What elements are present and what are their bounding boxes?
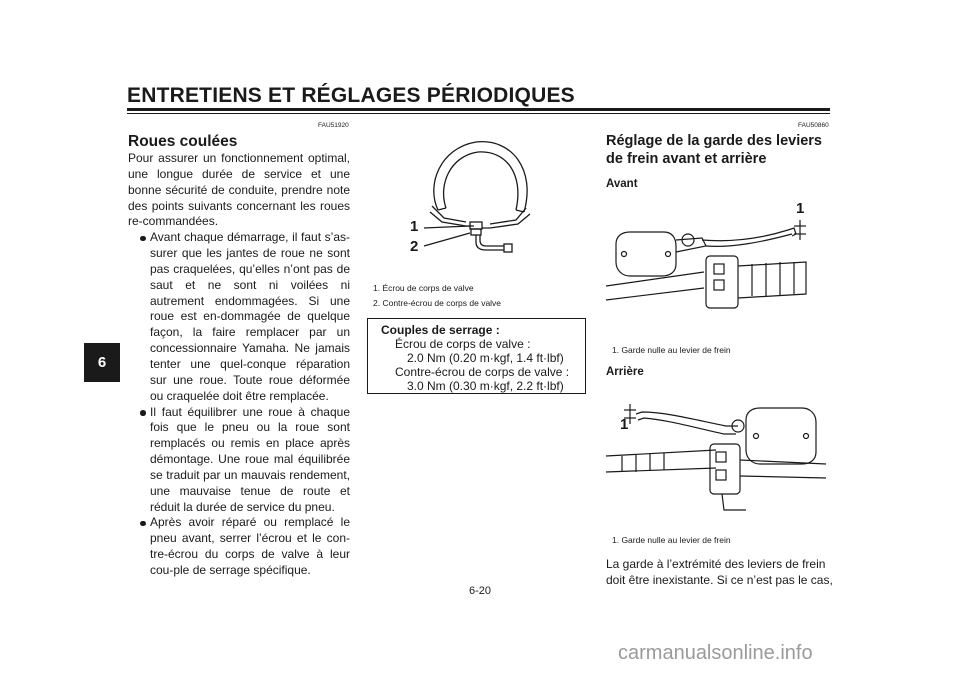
section-code-left: FAU51920 [318,122,349,129]
bullet-dot-icon [140,410,146,416]
torque-line: 3.0 Nm (0.30 m·kgf, 2.2 ft·lbf) [407,379,564,393]
section-title-line1: Réglage de la garde des leviers [606,133,822,149]
bullet-item: Avant chaque démarrage, il faut s’as-surer que les jantes de roue ne sont pas craquelées, qu’elles n’ont pas de saut et ne sont ni voilées ni autrement endommagées. Si une roue est en-dommagée de quelque façon, la faire remplacer par un concessionnaire Yamaha. Ne jamais tenter une quel-conque réparation sur une roue. Toute roue déformée ou craquelée doit être remplacée. [128,230,350,404]
torque-line: Contre-écrou de corps de valve : [395,365,570,379]
torque-line: 2.0 Nm (0.20 m·kgf, 1.4 ft·lbf) [407,351,564,365]
rear-caption: 1. Garde nulle au levier de frein [612,535,731,545]
chapter-tab: 6 [84,343,120,382]
caption-2: 2. Contre-écrou de corps de valve [373,298,502,308]
caption-1: 1. Écrou de corps de valve [373,283,474,293]
header-rule-thick [127,108,830,111]
page-header-title: ENTRETIENS ET RÉGLAGES PÉRIODIQUES [127,84,575,107]
intro-paragraph: Pour assurer un fonctionnement optimal, une longue durée de service et une bonne sécurité de conduite, prendre note des points suivants concernant les roues re-commandées. [128,151,350,229]
bullet-item: Après avoir réparé ou remplacé le pneu avant, serrer l’écrou et le con-tre-écrou du corps de valve à leur cou-ple de serrage spécifique. [128,515,350,578]
watermark-text: carmanualsonline.info [618,642,813,664]
page-number: 6-20 [468,585,492,597]
section-body-roues [128,151,350,579]
front-figure-label-1: 1 [796,200,805,217]
torque-title: Couples de serrage : [381,323,500,337]
section-title-roues: Roues coulées [128,133,238,150]
figure-label-2: 2 [410,238,419,255]
torque-box [367,318,586,394]
body-line-2: doit être inexistante. Si ce n’est pas le cas, [606,573,833,587]
section-title-line2: de frein avant et arrière [606,151,767,167]
bullet-dot-icon [140,236,146,242]
body-line-1: La garde à l’extrémité des leviers de frein [606,557,826,571]
torque-line: Écrou de corps de valve : [395,337,531,351]
section-code-right: FAU50860 [798,122,829,129]
header-rule-thin [127,113,830,114]
valve-figure [400,130,550,270]
subheading-avant: Avant [606,178,638,190]
rear-brake-figure [606,390,826,520]
subheading-arriere: Arrière [606,366,644,378]
bullet-dot-icon [140,521,146,527]
figure-label-1: 1 [410,218,419,235]
bullet-item: Il faut équilibrer une roue à chaque fois que le pneu ou la roue sont remplacés ou remis en place après démontage. Une roue mal équilibrée se traduit par un mauvais rendement, une mauvaise tenue de route et réduit la durée de service du pneu. [128,405,350,516]
front-brake-figure [606,200,826,320]
front-caption: 1. Garde nulle au levier de frein [612,345,731,355]
rear-figure-label-1: 1 [620,416,629,433]
